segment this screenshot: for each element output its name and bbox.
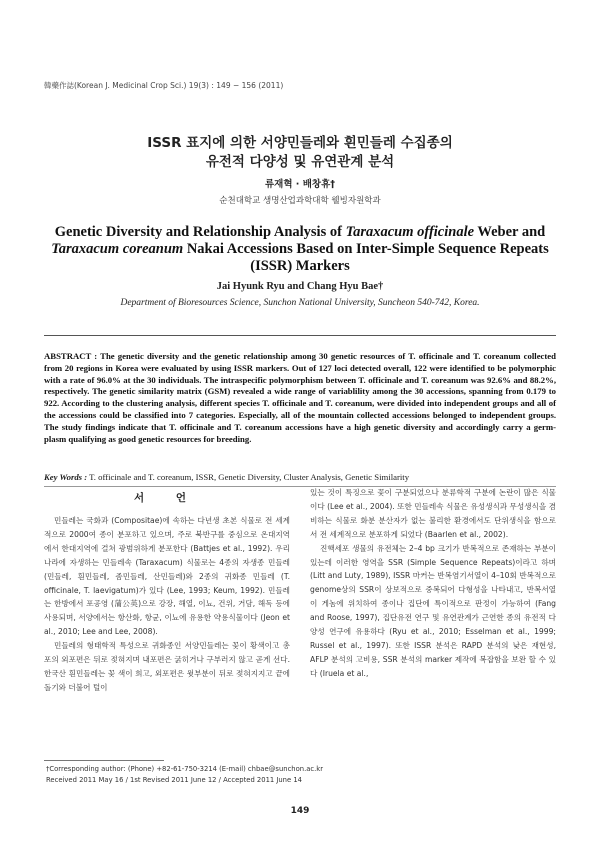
- footnote-rule: [44, 760, 164, 761]
- keywords-text: T. officinale and T. coreanum, ISSR, Genetic Diversity, Cluster Analysis, Genetic Similarity: [89, 472, 410, 482]
- korean-title-line1: ISSR 표지에 의한 서양민들레와 흰민들레 수집종의: [147, 135, 453, 151]
- english-title-part3: Weber and: [474, 224, 546, 240]
- english-title-part5: Nakai Accessions Based on Inter-Simple Sequence Repeats (ISSR) Markers: [183, 241, 549, 274]
- english-title-part4: Taraxacum coreanum: [51, 241, 184, 257]
- korean-authors: 류재혁 · 배창휴†: [264, 179, 336, 190]
- korean-title-line2: 유전적 다양성 및 유연관계 분석: [205, 154, 395, 170]
- journal-header: 韓藥作誌(Korean J. Medicinal Crop Sci.) 19(3) : 149 − 156 (2011): [44, 81, 284, 90]
- footnote-dates: Received 2011 May 16 / 1st Revised 2011 June 12 / Accepted 2011 June 14: [46, 776, 302, 784]
- left-paragraph-2: 민들레의 형태학적 특성으로 귀화종인 서양민들레는 꽃이 황색이고 총포의 외포편은 뒤로 젖혀지며 내포편은 굵히거나 구부러지 않고 곧게 선다. 한국산 흰민들레는 꽃 색이 희고, 외포편은 윗부분이 뒤로 젖혀지지고 끝에 돌기와 더불어 털이: [44, 641, 290, 692]
- right-column: [310, 486, 556, 681]
- english-title: [40, 224, 560, 275]
- abstract-top-rule: [44, 335, 556, 336]
- left-paragraph-1: 민들레는 국화과 (Compositae)에 속하는 다년생 초본 식물로 전 세계적으로 2000여 종이 분포하고 있으며, 주로 북반구를 중심으로 온대지역에서 한대지역에 걸쳐 광범위하게 분포한다 (Battjes et al., 1992). 우리나라에 자생하는 민들레속 (Taraxacum) 식물로는 4종의 자생종 민들레 (민들레, 흰민들레, 좀민들레, 산민들레)와 2종의 귀화종 민들레 (T. officinale, T. laevigatum)가 있다 (Lee, 1993; Keum, 1992). 민들레는 한방에서 포공영 (蒲公英)으로 강장, 해열, 이뇨, 건위, 거담, 해독 등에 사용되며, 서양에서는 항산화, 항균, 이뇨에 유용한 약용식물이다 (Jeon et al., 2010; Lee and Lee, 2008).: [44, 516, 290, 637]
- english-department: Department of Bioresources Science, Sunchon National University, Suncheon 540-742, Korea.: [120, 298, 480, 308]
- left-column: [44, 514, 290, 695]
- right-paragraph-1: 있는 것이 특징으로 꽃이 구분되었으나 분류학적 구분에 논란이 많은 식물이다 (Lee et al., 2004). 또한 민들레속 식물은 유성생식과 무성생식을 겸비하는 식물로 화분 분산자가 없는 불리한 환경에서도 단위생식을 함으로서 전 세계적으로 분포하게 되었다 (Baarlen et al., 2002).: [310, 488, 556, 539]
- korean-affiliation: 순천대학교 생명산업과학대학 웰빙자원학과: [219, 196, 381, 206]
- section-heading-introduction: 서 언: [134, 492, 200, 504]
- english-title-part1: Genetic Diversity and Relationship Analysis of: [54, 224, 346, 240]
- right-paragraph-2: 진핵세포 생물의 유전체는 2–4 bp 크기가 반복적으로 존재하는 부분이 있는데 이러한 영역을 SSR (Simple Sequence Repeats)이라고 하며 (Litt and Luty, 1989), ISSR 마커는 반복염기서열이 4–10회 반복적으로 genome상의 SSR이 상보적으로 중복되어 다형성을 나타내고, 반복서열이 게놈에 위치하여 종이나 집단에 특이적으로 판정이 가능하여 (Fang and Roose, 1997), 집단유전 연구 및 유연관계가 근연한 종의 유전적 다양성 연구에 유용하다 (Ryu et al., 2010; Esselman et al., 1999; Russel et al., 1997). 또한 ISSR 분석은 RAPD 분석의 낮은 재현성, AFLP 분석의 고비용, SSR 분석의 marker 제작에 복잡함을 보완 할 수 있다 (Iruela et al.,: [310, 543, 556, 678]
- keywords: [44, 472, 556, 482]
- english-authors: Jai Hyunk Ryu and Chang Hyu Bae†: [216, 281, 384, 292]
- page-number: 149: [290, 806, 310, 816]
- english-title-part2: Taraxacum officinale: [345, 224, 475, 240]
- abstract: ABSTRACT : The genetic diversity and the genetic relationship among 30 genetic resources of T. officinale and T. coreanum collected from 20 regions in Korea were evaluated by using ISSR markers. Out of 127 loci detected overall, 122 were identified to be polymorphic with a rate of 96.0% at the 30 individuals. The intraspecific polymorphism between T. officinale and T. coreanum was 92.6% and 88.2%, respectively. The genetic similarity matrix (GSM) revealed a wide range of variablility among the 30 accessions, spanning from 0.179 to 922. According to the clustering analysis, different species T. officinale and T. coreanum, were divided into independent groups and all of the accessions could be classified into 7 categories. Especially, all of the mountain collected accessions belonged to independent groups. The study findings indicate that T. officinale and T. coreanum accessions have a high genetic diversity and accordingly carry a germ-plasm qualifying as good genetic resources for breeding.: [44, 351, 556, 444]
- keywords-label: Key Words :: [44, 472, 88, 482]
- footnote-author: †Corresponding author: (Phone) +82-61-750-3214 (E-mail) chbae@sunchon.ac.kr: [46, 765, 324, 773]
